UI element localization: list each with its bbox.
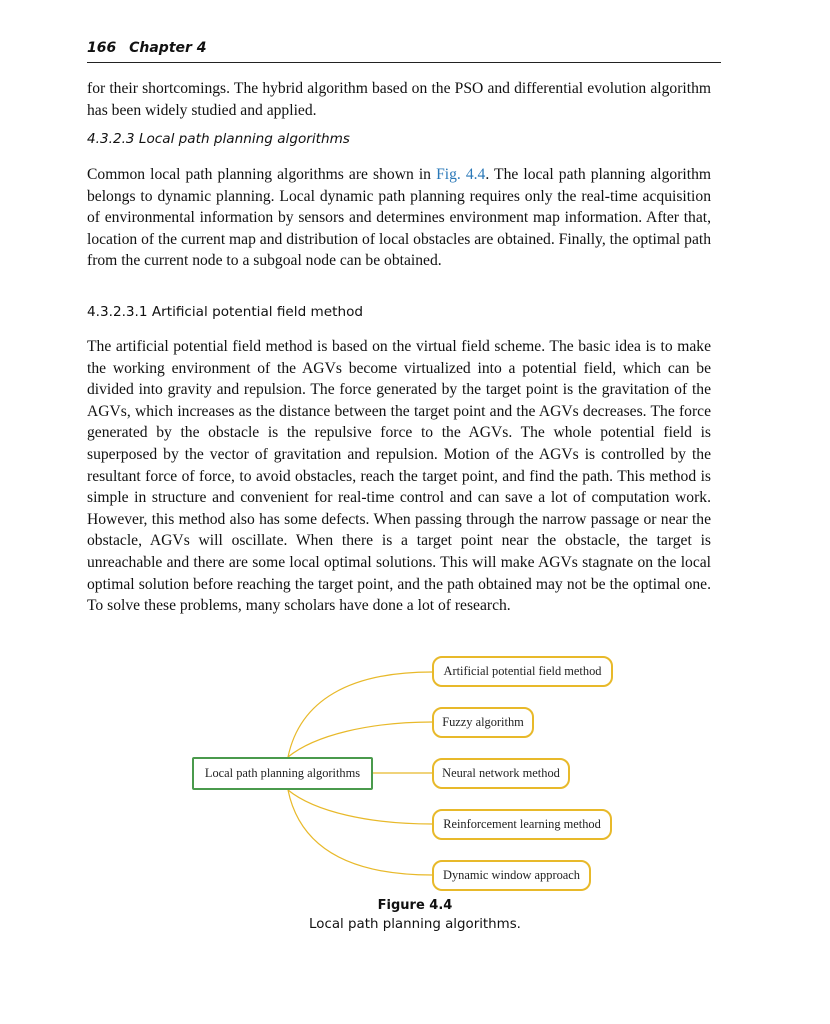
subsection-heading: 4.3.2.3.1 Artificial potential field method: [87, 304, 364, 320]
leaf-node-dynamic-window: Dynamic window approach: [432, 860, 591, 891]
section-heading: 4.3.2.3 Local path planning algorithms: [87, 131, 350, 147]
root-node-local-path-planning: Local path planning algorithms: [192, 757, 373, 790]
leaf-node-artificial-potential-field: Artificial potential field method: [432, 656, 613, 687]
connector-artificial-potential-field: [288, 672, 432, 757]
paragraph-intro: for their shortcomings. The hybrid algorithm based on the PSO and differential evolution algorithm has been widely studied and applied.: [87, 80, 711, 119]
paragraph-text-after-link: . The local path planning algorithm belongs to dynamic planning. Local dynamic path planning requires only the real-time acquisition of environmental information by sensors and determines environment map information. After that, location of the current map and distribution of local obstacles are obtained. Finally, the optimal path from the current node to a subgoal node can be obtained.: [87, 166, 711, 270]
paragraph-text-before-link: Common local path planning algorithms are shown in: [87, 166, 437, 183]
connector-fuzzy-algorithm: [288, 722, 432, 757]
paragraph-potential-field: The artificial potential field method is based on the virtual field scheme. The basic idea is to make the working environment of the AGVs become virtualized into a potential field, which can be divided into gravity and repulsion. The force generated by the target point is the gravitation of the AGVs, which increases as the distance between the target point and the AGVs decreases. The force generated by the obstacle is the repulsive force to the AGVs. The whole potential field is superposed by the vector of gravitation and repulsion. Motion of the AGVs is controlled by the resultant force of force, to avoid obstacles, reach the target point, and find the path. This method is simple in structure and convenient for real-time control and can save a lot of computation work. However, this method also has some defects. When passing through the narrow passage or near the obstacle, AGVs will oscillate. When there is a target point near the obstacle, the target is unreachable and there are some local optimal solutions. This will make AGVs stagnate on the local optimal solution before reaching the target point, and the path obtained may not be the optimal one. To solve these problems, many scholars have done a lot of research.: [87, 338, 711, 615]
figure-caption: Local path planning algorithms.: [309, 917, 521, 932]
figure-label: Figure 4.4: [377, 898, 453, 913]
leaf-node-fuzzy-algorithm: Fuzzy algorithm: [432, 707, 534, 738]
figure-reference-link[interactable]: Fig. 4.4: [436, 166, 486, 183]
connector-reinforcement-learning: [288, 790, 432, 824]
paragraph-local-planning: [87, 164, 711, 272]
page-number: 166: [87, 40, 117, 56]
chapter-title: Chapter 4: [129, 40, 207, 56]
leaf-node-reinforcement-learning: Reinforcement learning method: [432, 809, 612, 840]
connector-dynamic-window: [288, 790, 432, 875]
leaf-node-neural-network: Neural network method: [432, 758, 570, 789]
running-header: [87, 40, 721, 63]
